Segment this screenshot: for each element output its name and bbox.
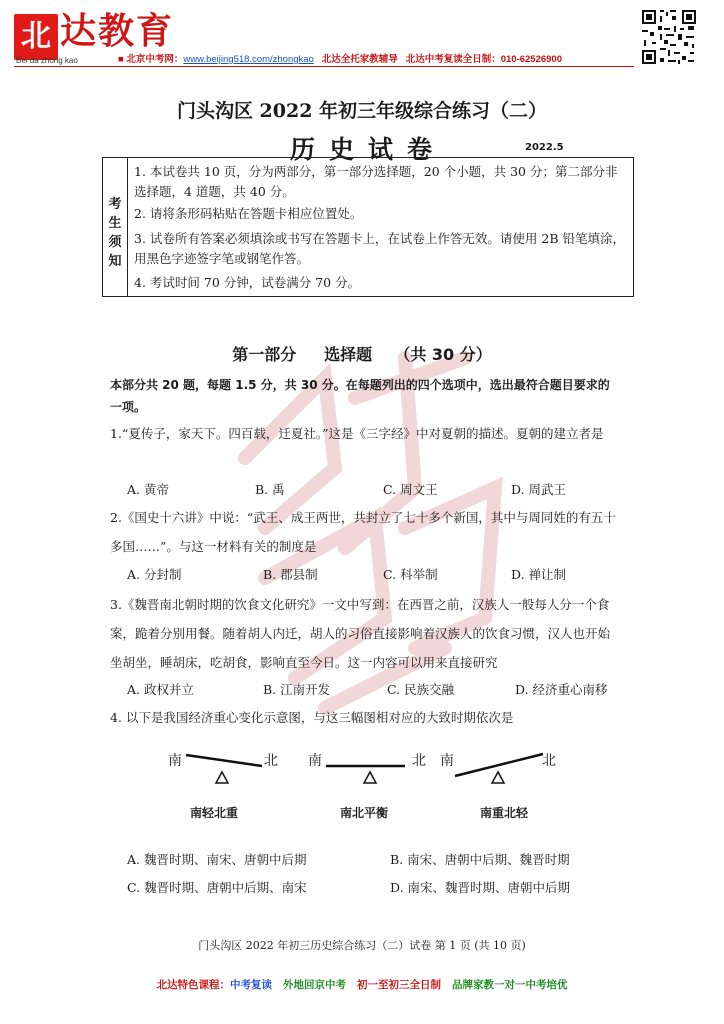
q2-option-b: B. 郡县制 xyxy=(263,567,318,582)
question-2: 2.《国史十六讲》中说：“武王、成王两世，共封立了七十多个新国，其中与周同姓的有五十多国……”。与这一材料有关的制度是 xyxy=(110,510,616,554)
section-heading: 第一部分 选择题 （共 30 分） xyxy=(232,345,492,364)
exam-date: 2022.5 xyxy=(525,142,564,153)
promo-item: 初一至初三全日制 xyxy=(356,979,441,991)
promo-item: 中考复读 xyxy=(230,979,273,991)
promo-item: 外地回京中考 xyxy=(283,979,347,991)
tag-fulltime: 北达中考复读全日制：010-62526900 xyxy=(405,54,563,65)
logo-text: 达教育 xyxy=(60,11,175,52)
q1-option-b: B. 禹 xyxy=(255,482,285,497)
q4-option-c: C. 魏晋时期、唐朝中后期、南宋 xyxy=(127,880,307,895)
promo-label: 北达特色课程： xyxy=(156,979,231,991)
notice-item: 4. 考试时间 70 分钟，试卷满分 70 分。 xyxy=(134,275,361,290)
exam-subject: 历史试卷 xyxy=(290,135,447,164)
diag1-north-label: 北 xyxy=(264,753,278,769)
page-footer: 门头沟区 2022 年初三历史综合练习（二）试卷 第 1 页 (共 10 页) xyxy=(198,939,526,952)
qr-code-icon xyxy=(640,8,698,66)
q3-option-a: A. 政权并立 xyxy=(127,682,194,697)
q3-option-c: C. 民族交融 xyxy=(387,682,455,697)
q4-option-b: B. 南宋、唐朝中后期、魏晋时期 xyxy=(390,852,570,867)
notice-side-char: 须 xyxy=(108,235,122,250)
section-instructions: 本部分共 20 题，每题 1.5 分，共 30 分。在每题列出的四个选项中，选出最符合题目要求的一项。 xyxy=(110,378,610,414)
question-4: 4. 以下是我国经济重心变化示意图，与这三幅图相对应的大致时期依次是 xyxy=(110,710,514,725)
q2-option-a: A. 分封制 xyxy=(127,567,182,582)
question-3: 3.《魏晋南北朝时期的饮食文化研究》一文中写到：在西晋之前，汉族人一般每人分一个食案，跪着分别用餐。随着胡人内迁，胡人的习俗直接影响着汉族人的饮食习惯，汉人也开始坐胡坐，睡胡床，吃胡食，影响直至今日。这一内容可以用来直接研究 xyxy=(110,597,611,670)
logo-subtitle: Bei da zhong kao xyxy=(16,56,78,65)
q2-option-c: C. 科举制 xyxy=(383,567,438,582)
diag2-north-label: 北 xyxy=(412,753,426,769)
diag3-north-label: 北 xyxy=(542,753,556,769)
q4-option-a: A. 魏晋时期、南宋、唐朝中后期 xyxy=(127,852,307,867)
header-divider xyxy=(14,66,634,67)
q1-option-d: D. 周武王 xyxy=(511,482,567,497)
economic-center-diagram xyxy=(150,742,580,837)
notice-item: 3. 试卷所有答案必须填涂或书写在答题卡上，在试卷上作答无效。请使用 2B 铅笔填涂，用黑色字迹签字笔或钢笔作答。 xyxy=(134,231,625,266)
notice-item: 1. 本试卷共 10 页，分为两部分，第一部分选择题，20 个小题，共 30 分；第二部分非选择题，4 道题，共 40 分。 xyxy=(134,164,618,199)
notice-item: 2. 请将条形码粘贴在答题卡相应位置处。 xyxy=(134,206,363,221)
q4-option-d: D. 南宋、魏晋时期、唐朝中后期 xyxy=(390,880,571,895)
question-1: 1.“夏传子，家天下。四百载，迁夏社。”这是《三字经》中对夏朝的描述。夏朝的建立者是 xyxy=(110,426,604,441)
diag2-caption: 南北平衡 xyxy=(340,806,389,820)
q3-option-d: D. 经济重心南移 xyxy=(515,682,608,697)
diag3-caption: 南重北轻 xyxy=(480,806,529,820)
site-url[interactable]: www.beijing518.com/zhongkao xyxy=(183,54,314,65)
diag2-south-label: 南 xyxy=(308,753,322,769)
tag-tutoring: 北达全托家教辅导 xyxy=(321,54,398,65)
notice-side-label xyxy=(102,157,128,297)
logo-mark: 北 xyxy=(14,14,58,60)
site-label: 北京中考网： xyxy=(126,54,184,65)
q3-option-b: B. 江南开发 xyxy=(263,682,331,697)
notice-side-char: 考 xyxy=(108,197,122,212)
promo-item: 品牌家教一对一中考培优 xyxy=(451,979,568,991)
diag1-south-label: 南 xyxy=(168,753,182,769)
diag1-caption: 南轻北重 xyxy=(190,806,239,820)
header-info: ■ 北京中考网：www.beijing518.com/zhongkao 北达全托家教辅导 北达中考复读全日制：010-62526900 xyxy=(118,54,563,65)
notice-side-char: 生 xyxy=(108,216,122,231)
seesaw-diagram-icon xyxy=(150,742,580,792)
q1-option-c: C. 周文王 xyxy=(383,482,438,497)
diag3-south-label: 南 xyxy=(440,753,454,769)
q1-option-a: A. 黄帝 xyxy=(127,482,169,497)
notice-side-char: 知 xyxy=(108,254,122,269)
q2-option-d: D. 禅让制 xyxy=(511,567,567,582)
promo-footer xyxy=(0,977,724,992)
exam-title: 门头沟区 2022 年初三年级综合练习（二） xyxy=(176,100,548,122)
